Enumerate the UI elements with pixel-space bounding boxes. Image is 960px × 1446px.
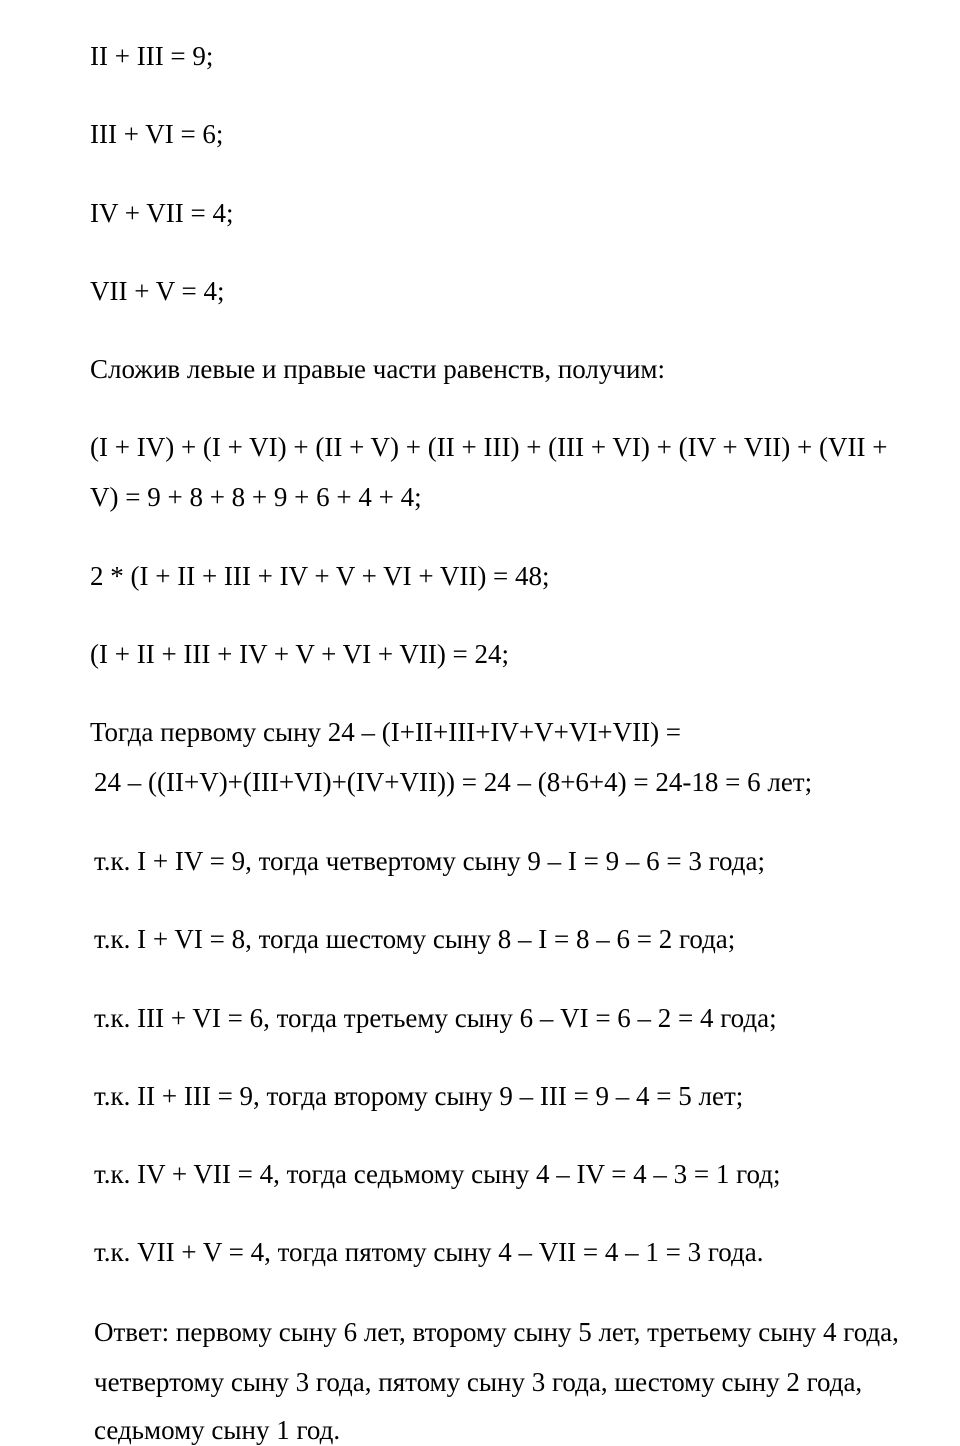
sixth-son-derivation: т.к. I + VI = 8, тогда шестому сыну 8 – I = 8 – 6 = 2 года;	[94, 924, 736, 954]
answer-line-2: четвертому сыну 3 года, пятому сыну 3 года, шестому сыну 2 года,	[94, 1367, 863, 1397]
answer-line-1: Ответ: первому сыну 6 лет, второму сыну 5 лет, третьему сыну 4 года,	[94, 1317, 899, 1347]
equation-ii-iii: II + III = 9;	[90, 41, 214, 71]
equation-vii-v: VII + V = 4;	[90, 276, 225, 306]
equation-iii-vi: III + VI = 6;	[90, 119, 224, 149]
double-sum-equation: 2 * (I + II + III + IV + V + VI + VII) = 48;	[90, 561, 550, 591]
summing-intro: Сложив левые и правые части равенств, получим:	[90, 354, 666, 384]
sum-equation-line-2: V) = 9 + 8 + 8 + 9 + 6 + 4 + 4;	[90, 482, 422, 512]
answer-line-3: седьмому сыну 1 год.	[94, 1415, 341, 1445]
third-son-derivation: т.к. III + VI = 6, тогда третьему сыну 6 – VI = 6 – 2 = 4 года;	[94, 1003, 777, 1033]
first-son-line-1: Тогда первому сыну 24 – (I+II+III+IV+V+VI+VII) =	[90, 717, 682, 747]
sum-equation-line-1: (I + IV) + (I + VI) + (II + V) + (II + III) + (III + VI) + (IV + VII) + (VII +	[90, 432, 888, 462]
fourth-son-derivation: т.к. I + IV = 9, тогда четвертому сыну 9 – I = 9 – 6 = 3 года;	[94, 846, 765, 876]
fifth-son-derivation: т.к. VII + V = 4, тогда пятому сыну 4 – VII = 4 – 1 = 3 года.	[94, 1237, 764, 1267]
equation-iv-vii: IV + VII = 4;	[90, 198, 234, 228]
first-son-line-2: 24 – ((II+V)+(III+VI)+(IV+VII)) = 24 – (8+6+4) = 24-18 = 6 лет;	[94, 767, 813, 797]
total-sum-equation: (I + II + III + IV + V + VI + VII) = 24;	[90, 639, 510, 669]
seventh-son-derivation: т.к. IV + VII = 4, тогда седьмому сыну 4 – IV = 4 – 3 = 1 год;	[94, 1159, 781, 1189]
second-son-derivation: т.к. II + III = 9, тогда второму сыну 9 – III = 9 – 4 = 5 лет;	[94, 1081, 744, 1111]
